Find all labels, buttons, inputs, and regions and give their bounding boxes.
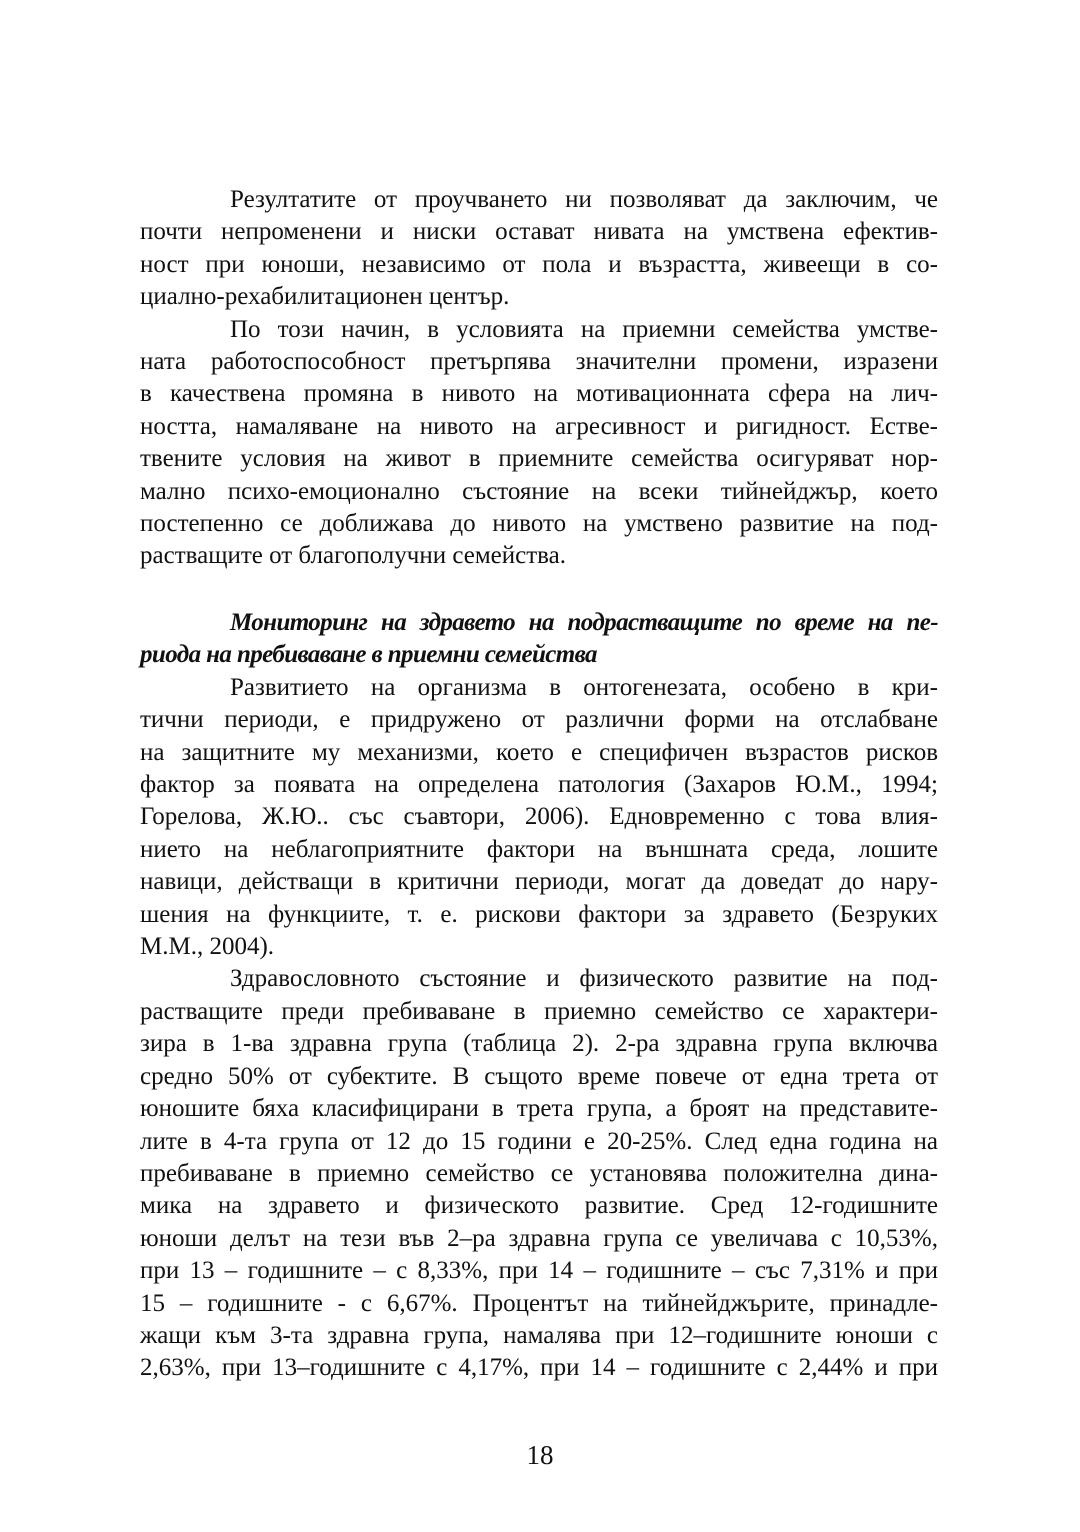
text-line: растващите преди пребиваване в приемно семейство се характери- <box>140 997 938 1025</box>
text-line: постепенно се доближава до нивото на умствено развитие на под- <box>140 510 938 538</box>
text-line: почти непроменени и ниски остават нивата на умствена ефектив- <box>140 218 938 246</box>
text-line: твените условия на живот в приемните семейства осигуряват нор- <box>140 445 938 473</box>
heading-line: риода на пребиваване в приемни семейства <box>140 641 597 669</box>
text-line: ността, намаляване на нивото на агресивност и ригидност. Естве- <box>140 412 938 440</box>
text-line: Горелова, Ж.Ю.. със съавтори, 2006). Едновременно с това влия- <box>140 803 938 831</box>
page-number: 18 <box>526 1440 554 1470</box>
text-line: тични периоди, е придружено от различни форми на отслабване <box>140 706 938 734</box>
section-heading <box>140 607 938 672</box>
paragraph-health-status <box>140 963 938 1384</box>
text-line: юношите бяха класифицирани в трета група, а броят на представите- <box>140 1095 938 1123</box>
heading-line: Мониторинг на здравето на подрастващите по време на пе- <box>230 609 938 636</box>
text-line: мика на здравето и физическото развитие. Сред 12-годишните <box>140 1192 938 1220</box>
paragraph-ontogenesis <box>140 672 938 964</box>
paragraph-conclusion <box>140 184 938 314</box>
text-line: на защитните му механизми, което е специфичен възрастов рисков <box>140 738 938 766</box>
text-line: мално психо-емоционално състояние на всеки тийнейджър, което <box>140 477 938 505</box>
text-line: Резултатите от проучването ни позволяват да заключим, че <box>230 186 938 213</box>
text-line: жащи към 3-та здравна група, намалява при 12–годишните юноши с <box>140 1321 938 1349</box>
text-line: в качествена промяна в нивото на мотивационната сфера на лич- <box>140 380 938 408</box>
text-line: юноши делът на тези във 2–ра здравна група се увеличава с 10,53%, <box>140 1224 938 1252</box>
text-line: ност при юноши, независимо от пола и възрастта, живеещи в со- <box>140 250 938 278</box>
text-line: циално-рехабилитационен център. <box>140 283 510 311</box>
text-line: 15 – годишните - с 6,67%. Процентът на тийнейджърите, принадле- <box>140 1289 938 1317</box>
text-block-bottom <box>140 607 938 1385</box>
text-line: при 13 – годишните – с 8,33%, при 14 – годишните – със 7,31% и при <box>140 1257 938 1285</box>
text-line: растващите от благополучни семейства. <box>140 542 566 570</box>
text-line: лите в 4-та група от 12 до 15 години е 20-25%. След една година на <box>140 1127 938 1155</box>
text-line: навици, действащи в критични периоди, могат да доведат до нару- <box>140 868 938 896</box>
text-line: Развитието на организма в онтогенезата, особено в кри- <box>230 673 938 701</box>
text-line: нието на неблагоприятните фактори на външната среда, лошите <box>140 835 938 863</box>
text-line: фактор за появата на определена патология (Захаров Ю.М., 1994; <box>140 771 938 799</box>
text-line: пребиваване в приемно семейство се установява положителна дина- <box>140 1159 938 1187</box>
text-block-top <box>140 184 938 573</box>
text-line: ната работоспособност претърпява значителни промени, изразени <box>140 348 938 376</box>
text-line: средно 50% от субектите. В същото време повече от една трета от <box>140 1062 938 1090</box>
text-line: зира в 1-ва здравна група (таблица 2). 2-ра здравна група включва <box>140 1030 938 1058</box>
text-line: шения на функциите, т. е. рискови фактори за здравето (Безруких <box>140 900 938 928</box>
text-line: По този начин, в условията на приемни семейства умстве- <box>230 315 938 343</box>
text-line: Здравословното състояние и физическото развитие на под- <box>230 965 938 993</box>
text-line: М.М., 2004). <box>140 933 275 961</box>
paragraph-foster-families <box>140 314 938 573</box>
text-line: 2,63%, при 13–годишните с 4,17%, при 14 – годишните с 2,44% и при <box>140 1354 938 1382</box>
